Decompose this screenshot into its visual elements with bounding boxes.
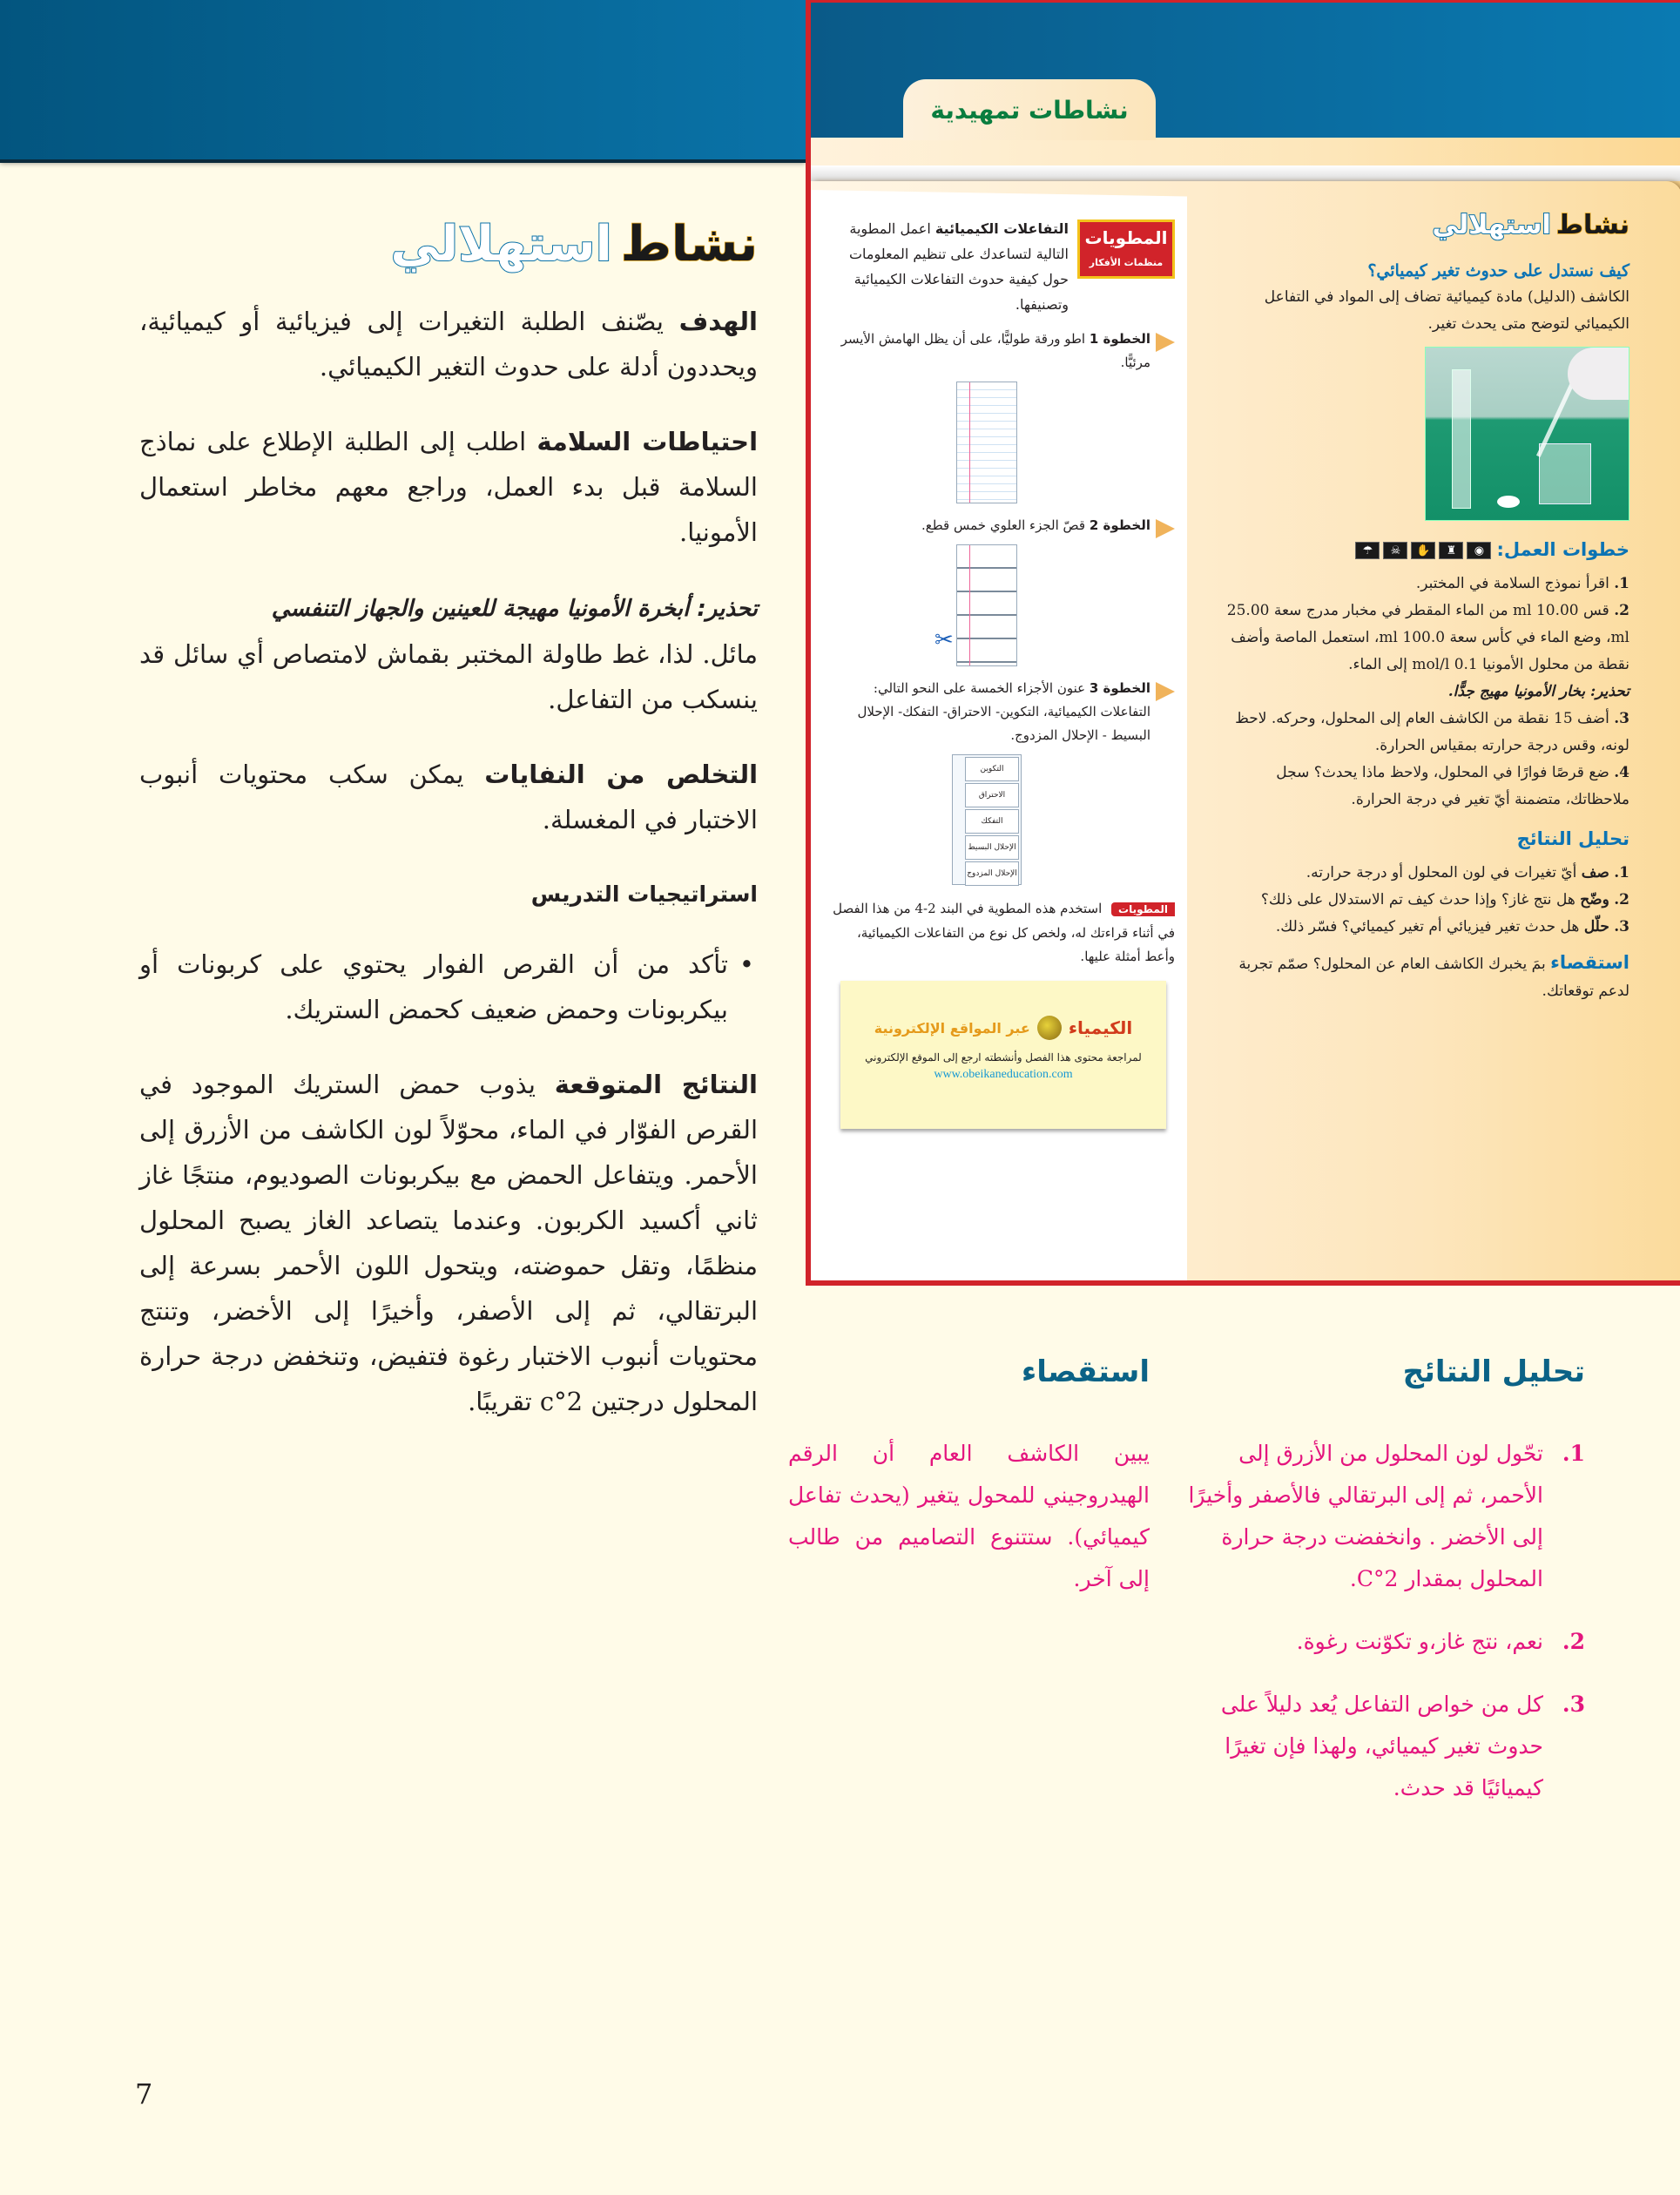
foldables-intro: التفاعلات الكيميائية اعمل المطوية التالية لتساعدك على تنظيم المعلومات حول كيفية حدوث التفاعلات الكيميائية وتصنيفها. <box>848 220 1069 313</box>
disposal-paragraph: التخلص من النفايات يمكن سكب محتويات أنبوب الاختبار في المغسلة. <box>139 760 759 834</box>
safety-icons <box>1355 542 1491 559</box>
foldable-step-1: الخطوة 1 اطو ورقة طوليًّا، على أن يظل الهامش الأيسر مرئيًّا. <box>823 328 1175 503</box>
inquiry-answer: يبين الكاشف العام أن الرقم الهيدروجيني للمحول يتغير (يحدث تفاعل كيميائي). ستتنوع التصاميم من طالب إلى آخر. <box>788 1441 1150 1591</box>
top-color-band <box>0 0 806 159</box>
arrow-marker-icon <box>1156 519 1175 538</box>
gloves-icon: ✋ <box>1411 542 1435 559</box>
foldable-step-2: الخطوة 2 قصّ الجزء العلوي خمس قطع. ✂ <box>823 514 1175 666</box>
student-page-snapshot <box>806 0 1680 1286</box>
activity-title: نشاط استهلالي <box>1432 210 1629 240</box>
foldables-usage-note: المطويات استخدم هذه المطوية في البند 2-4 من هذا الفصل في أثناء قراءتك له، ولخص كل نوع من التفاعلات الكيميائية، وأعط أمثلة عليها. <box>833 901 1175 964</box>
teacher-notes <box>139 216 759 1454</box>
procedure-step: 3. أضف 15 نقطة من الكاشف العام إلى المحلول، وحركه. لاحظ لونه، وقس درجة حرارته بمقياس الحرارة. <box>1235 710 1629 754</box>
cut-paper-illustration <box>934 544 1017 666</box>
strategy-item: • تأكد من أن القرص الفوار يحتوي على كربونات أو بيكربونات وحمض ضعيف كحمض الستريك. <box>139 942 758 1032</box>
answer-item: 1. تحّول لون المحلول من الأزرق إلى الأحمر، ثم إلى البرتقالي فالأصفر وأخيرًا إلى الأخضر . وانخفضت درجة حرارة المحلول بمقدار 2°C. <box>1188 1441 1585 1591</box>
expected-results-paragraph: النتائج المتوقعة يذوب حمض الستريك الموجود في القرص الفوّار في الماء، محوّلاً لون الكاشف من الأزرق إلى الأحمر. ويتفاعل الحمض مع بيكربونات الصوديوم، منتجًا غاز ثاني أكسيد الكربون. وعندما يتصاعد الغاز يصبح المحلول منظمًا، وتقل حموضته، ويتحول اللون الأحمر بسرعة إلى البرتقالي، ثم إلى الأصفر، وأخيرًا إلى الأخضر، وتنتج محتويات أنبوب الاختبار رغوة فتفيض، وتنخفض درجة حرارة المحلول درجتين 2°c تقريبًا. <box>139 1070 758 1416</box>
globe-mouse-icon <box>1037 1016 1062 1040</box>
safety-paragraph: احتياطات السلامة اطلب إلى الطلبة الإطلاع على نماذج السلامة قبل بدء العمل، وراجع معهم مخاطر استعمال الأمونيا. <box>139 427 759 547</box>
goggles-icon: ◉ <box>1467 542 1491 559</box>
lab-photo <box>1425 347 1629 521</box>
arrow-marker-icon <box>1156 682 1175 701</box>
activity-question: كيف نستدل على حدوث تغير كيميائي؟ <box>1367 261 1629 280</box>
procedure-step: 4. ضع قرصًا فوارًا في المحلول، ولاحظ ماذا يحدث؟ سجل ملاحظاتك، متضمنة أيّ تغير في درجة الحرارة. <box>1276 764 1629 808</box>
procedure-step: 1. اقرأ نموذج السلامة في المختبر. <box>1415 575 1629 592</box>
caution-paragraph: تحذير: أبخرة الأمونيا مهيجة للعينين والجهاز التنفسي مائل. لذا، غط طاولة المختبر بقماش لامتصاص أي سائل قد ينسكب من التفاعل. <box>139 596 758 714</box>
strategies-heading: استراتيجيات التدريس <box>530 881 758 907</box>
beaker <box>1539 443 1591 504</box>
teacher-activity-title: نشاط استهلالي <box>390 216 758 273</box>
online-resources-box: الكيمياء عبر المواقع الإلكترونية لمراجعة محتوى هذا الفصل وأنشطته ارجع إلى الموقع الإلكتروني www.obeikaneducation.com <box>840 981 1166 1129</box>
folder-tab-title: نشاطات تمهيدية <box>903 79 1156 140</box>
arrow-marker-icon <box>1156 333 1175 352</box>
strategies-list <box>139 942 758 1032</box>
procedure-step: 2. قس 10.00 ml من الماء المقطر في مخبار مدرج سعة 25.00 ml، وضع الماء في كأس سعة 100.0 ml، استعمل الماصة وأضف نقطة من محلول الأمونيا 0.1 mol/l إلى الماء. <box>1226 602 1629 673</box>
gloved-hand <box>1568 348 1629 400</box>
foldable-step-3: الخطوة 3 عنون الأجزاء الخمسة على النحو التالي: التفاعلات الكيميائية، التكوين- الاحتراق- التفكك- الإحلال البسيط - الإحلال المزدوج. التكوين الاحتراق التفكك الإحلال البسيط الإحلال المزدوج <box>823 677 1175 885</box>
effervescent-tablet <box>1497 496 1520 508</box>
poison-icon: ☠ <box>1383 542 1407 559</box>
activity-intro: الكاشف (الدليل) مادة كيميائية تضاف إلى المواد في التفاعل الكيميائي لتوضح متى يحدث تغير. <box>1264 288 1629 333</box>
analysis-answers-heading: تحليل النتائج <box>1402 1354 1585 1389</box>
analysis-questions <box>1220 860 1629 941</box>
inquiry-prompt: استقصاء بمَ يخبرك الكاشف العام عن المحلول؟ صمّم تجربة لدعم توقعاتك. <box>1238 952 1629 1000</box>
answer-item: 2. نعم، نتج غاز،و تكوّنت رغوة. <box>1296 1629 1585 1654</box>
scissors-icon: ✂ <box>934 627 954 653</box>
goal-paragraph: الهدف يصّنف الطلبة التغيرات إلى فيزيائية أو كيميائية، ويحددون أدلة على حدوث التغير الكيميائي. <box>139 307 758 382</box>
lab-coat-icon: ♜ <box>1439 542 1463 559</box>
analysis-question: 1. صف أيّ تغيرات في لون المحلول أو درجة حرارته. <box>1306 864 1629 881</box>
caution-note: تحذير: بخار الأمونيا مهيج جدًّا. <box>1447 683 1629 700</box>
folded-paper-illustration <box>956 382 1017 503</box>
answer-item: 3. كل من خواص التفاعل يُعد دليلاً على حدوث تغير كيميائي، ولهذا فإن تغيرًا كيميائيًا قد حدث. <box>1220 1692 1585 1800</box>
website-link[interactable]: www.obeikaneducation.com <box>934 1068 1073 1081</box>
page-number: 7 <box>135 2077 153 2111</box>
folder-divider-strip <box>811 165 1680 181</box>
foldables-section <box>811 199 1187 1279</box>
graduated-cylinder <box>1452 369 1471 509</box>
analysis-title: تحليل النتائج <box>1516 828 1629 849</box>
procedure-steps <box>1220 571 1629 814</box>
foldables-badge: المطويات منظمات الأفكار <box>1077 220 1175 279</box>
hand-wash-icon: ☂ <box>1355 542 1380 559</box>
analysis-question: 2. وضّح هل نتج غاز؟ وإذا حدث كيف تم الاستدلال على ذلك؟ <box>1260 891 1629 908</box>
foldables-pill: المطويات <box>1111 902 1175 916</box>
labeled-foldable-illustration: التكوين الاحتراق التفكك الإحلال البسيط الإحلال المزدوج <box>952 754 1022 885</box>
procedure-title: خطوات العمل: <box>1496 539 1629 560</box>
analysis-question: 3. حلّل هل حدث تغير فيزيائي أم تغير كيميائي؟ فسّر ذلك. <box>1275 918 1629 935</box>
analysis-answers <box>1176 1433 1585 1830</box>
inquiry-answers-heading: استقصاء <box>1021 1354 1150 1389</box>
launch-activity <box>1220 212 1629 1005</box>
